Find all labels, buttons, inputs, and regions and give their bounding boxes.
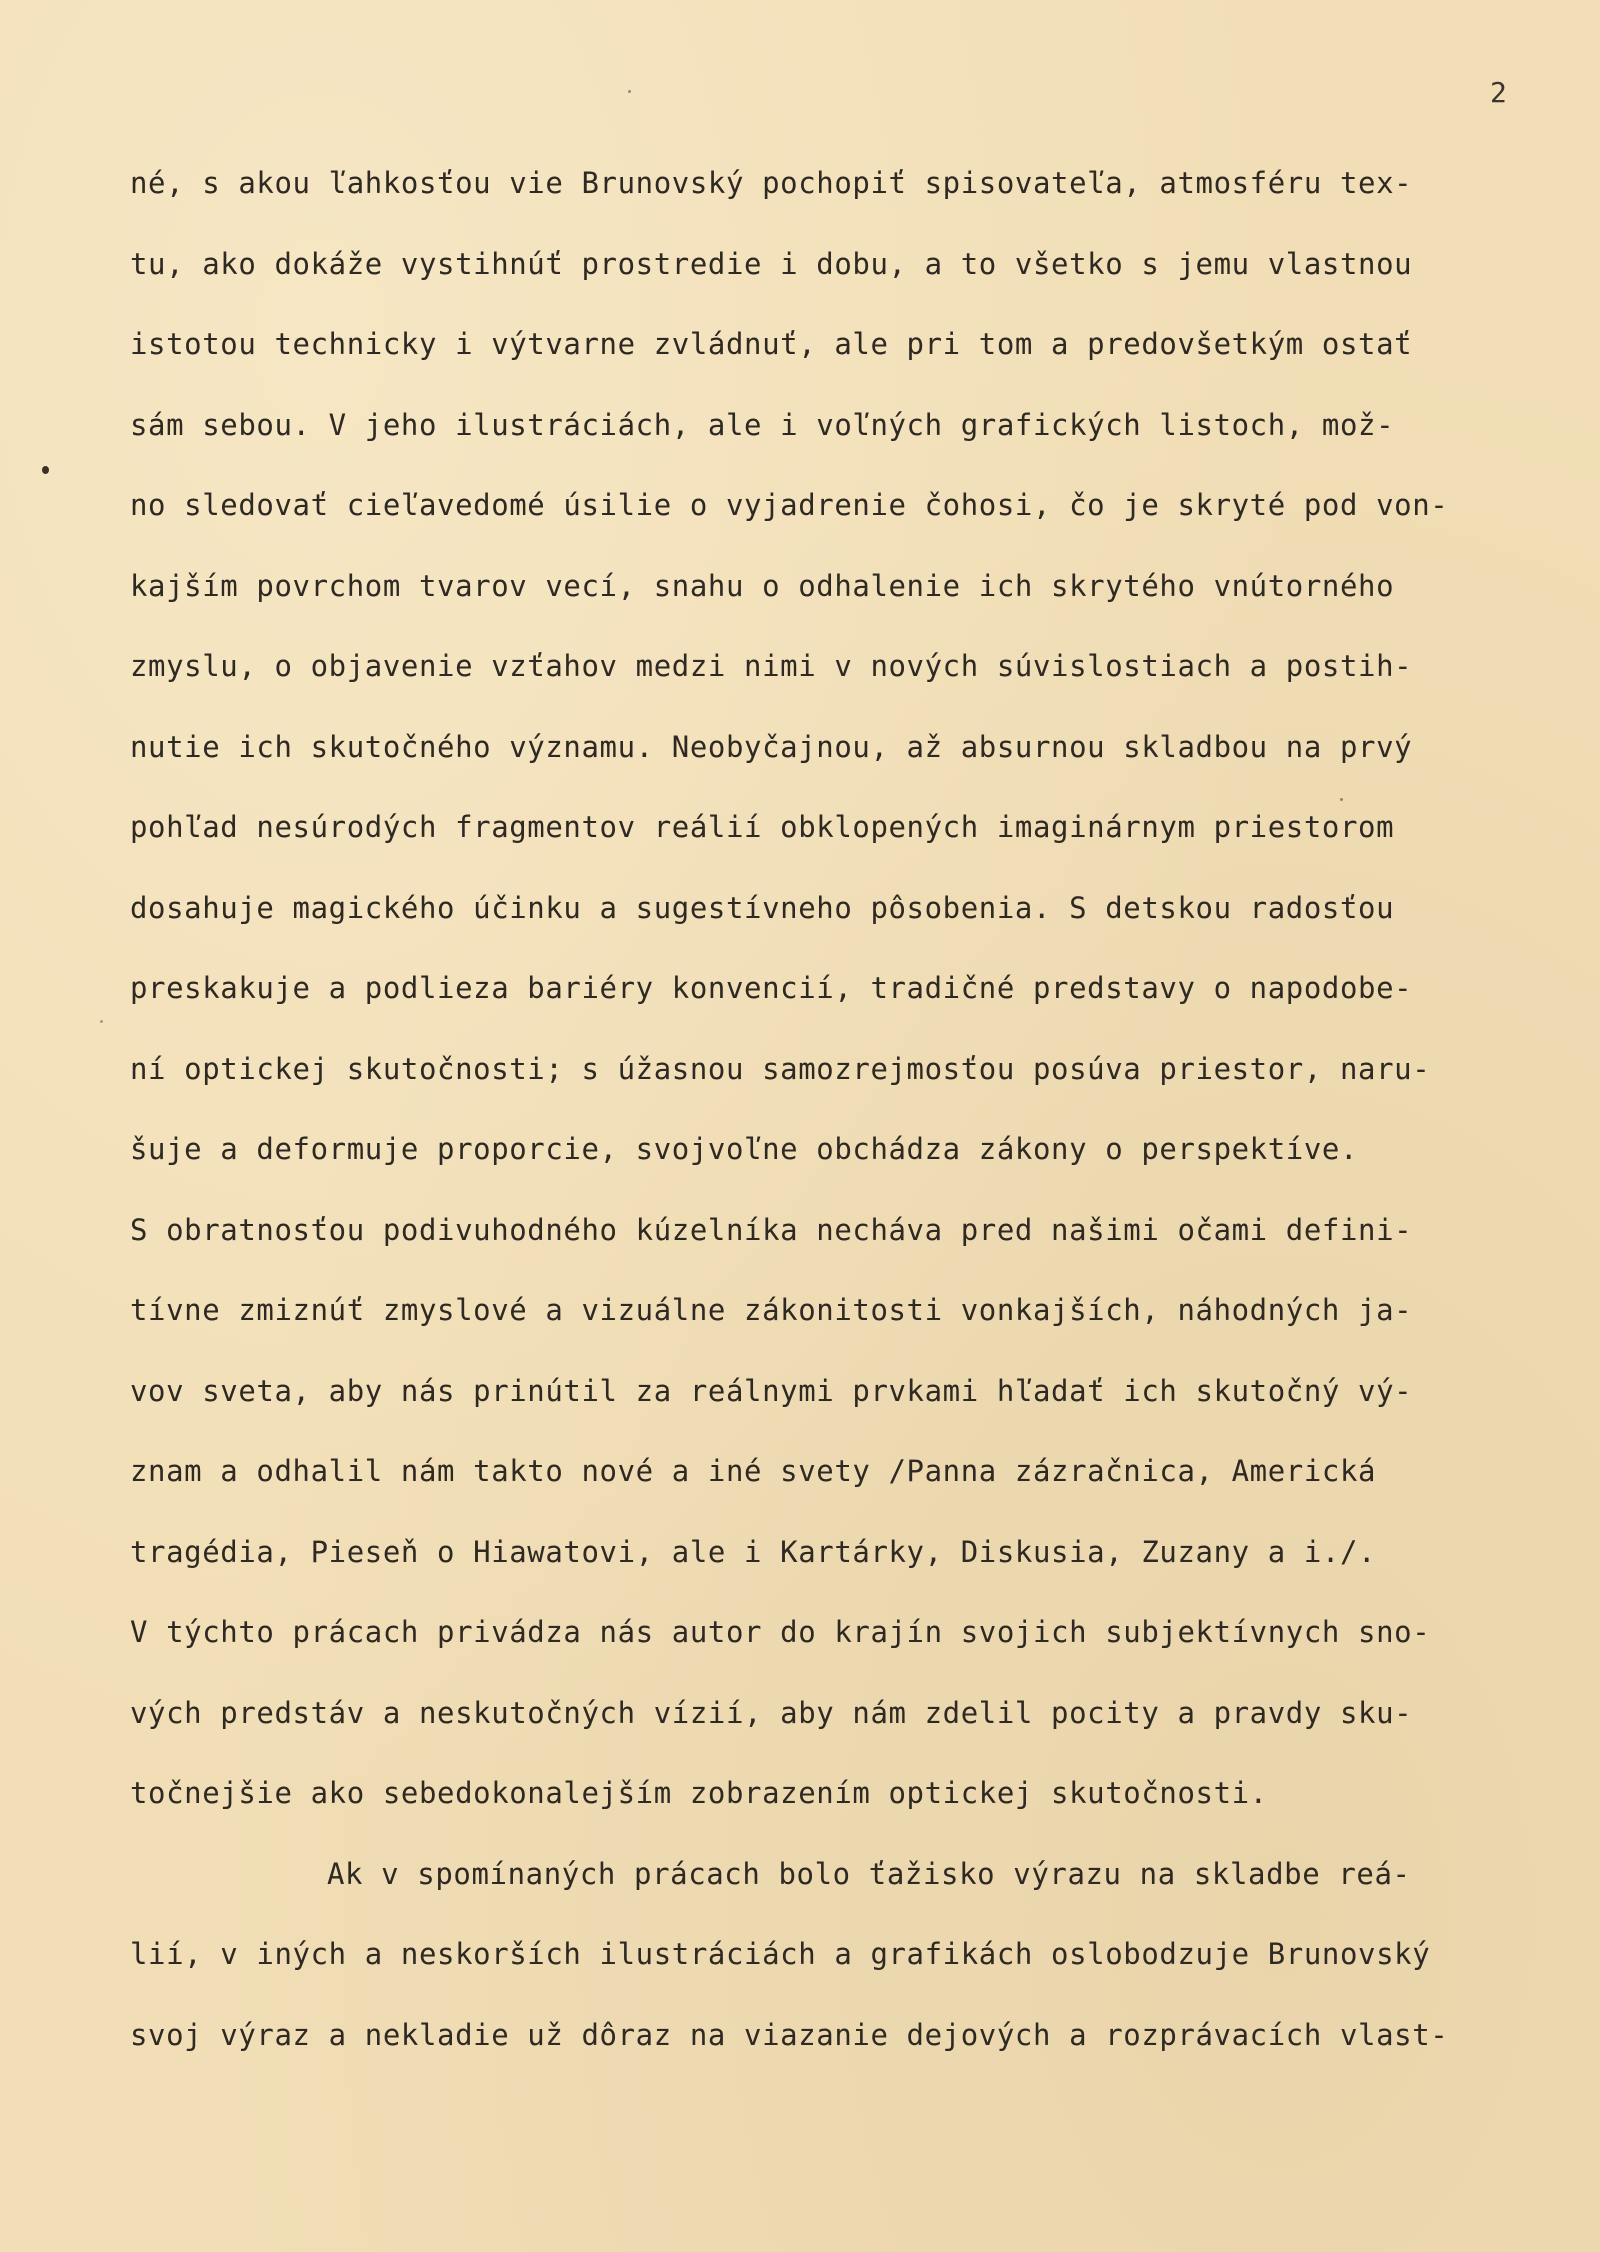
paragraph-start-line: Ak v spomínaných prácach bolo ťažisko výrazu na skladbe reá- xyxy=(327,1856,1411,1891)
text-line: šuje a deformuje proporcie, svojvoľne obchádza zákony o perspektíve. xyxy=(130,1132,1359,1166)
text-line: nutie ich skutočného významu. Neobyčajnou, až absurnou skladbou na prvý xyxy=(130,729,1413,764)
text-line: istotou technicky i výtvarne zvládnuť, ale pri tom a predovšetkým ostať xyxy=(130,327,1413,361)
text-line: né, s akou ľahkosťou vie Brunovský pochopiť spisovateľa, atmosféru tex- xyxy=(130,166,1413,200)
text-line: točnejšie ako sebedokonalejším zobrazením optickej skutočnosti. xyxy=(130,1776,1268,1810)
text-line: no sledovať cieľavedomé úsilie o vyjadrenie čohosi, čo je skryté pod von- xyxy=(130,488,1449,522)
text-line: lií, v iných a neskorších ilustráciách a grafikách oslobodzuje Brunovský xyxy=(130,1937,1431,1971)
paper-speck xyxy=(42,466,49,474)
text-line: tu, ako dokáže vystihnúť prostredie i dobu, a to všetko s jemu vlastnou xyxy=(130,246,1413,281)
text-line: pohľad nesúrodých fragmentov reálií obklopených imaginárnym priestorom xyxy=(130,810,1395,844)
text-line: zmyslu, o objavenie vzťahov medzi nimi v nových súvislostiach a postih- xyxy=(130,649,1413,683)
text-line: svoj výraz a nekladie už dôraz na viazanie dejových a rozprávacích vlast- xyxy=(130,2017,1449,2052)
text-line: dosahuje magického účinku a sugestívneho pôsobenia. S detskou radosťou xyxy=(130,890,1395,925)
text-line: V týchto prácach privádza nás autor do krajín svojich subjektívnych sno- xyxy=(130,1615,1431,1649)
paper-speck xyxy=(100,1020,103,1023)
text-line: preskakuje a podlieza bariéry konvencií, tradičné predstavy o napodobe- xyxy=(130,971,1413,1005)
text-line: vých predstáv a neskutočných vízií, aby nám zdelil pocity a pravdy sku- xyxy=(130,1695,1413,1730)
text-line: kajším povrchom tvarov vecí, snahu o odhalenie ich skrytého vnútorného xyxy=(130,568,1395,603)
paper-speck xyxy=(628,90,631,93)
paper-speck xyxy=(1340,798,1343,801)
text-line: ní optickej skutočnosti; s úžasnou samozrejmosťou posúva priestor, naru- xyxy=(130,1051,1431,1086)
page-number: 2 xyxy=(1490,76,1507,109)
text-line: tívne zmiznúť zmyslové a vizuálne zákonitosti vonkajších, náhodných ja- xyxy=(130,1293,1413,1327)
text-line: znam a odhalil nám takto nové a iné svety /Panna zázračnica, Americká xyxy=(130,1454,1377,1488)
text-line: S obratnosťou podivuhodného kúzelníka necháva pred našimi očami defini- xyxy=(130,1212,1413,1247)
text-line: tragédia, Pieseň o Hiawatovi, ale i Kartárky, Diskusia, Zuzany a i./. xyxy=(130,1534,1377,1569)
text-line: vov sveta, aby nás prinútil za reálnymi prvkami hľadať ich skutočný vý- xyxy=(130,1373,1413,1408)
body-text xyxy=(130,158,1590,2090)
text-line: sám sebou. V jeho ilustráciách, ale i voľných grafických listoch, mož- xyxy=(130,407,1395,442)
